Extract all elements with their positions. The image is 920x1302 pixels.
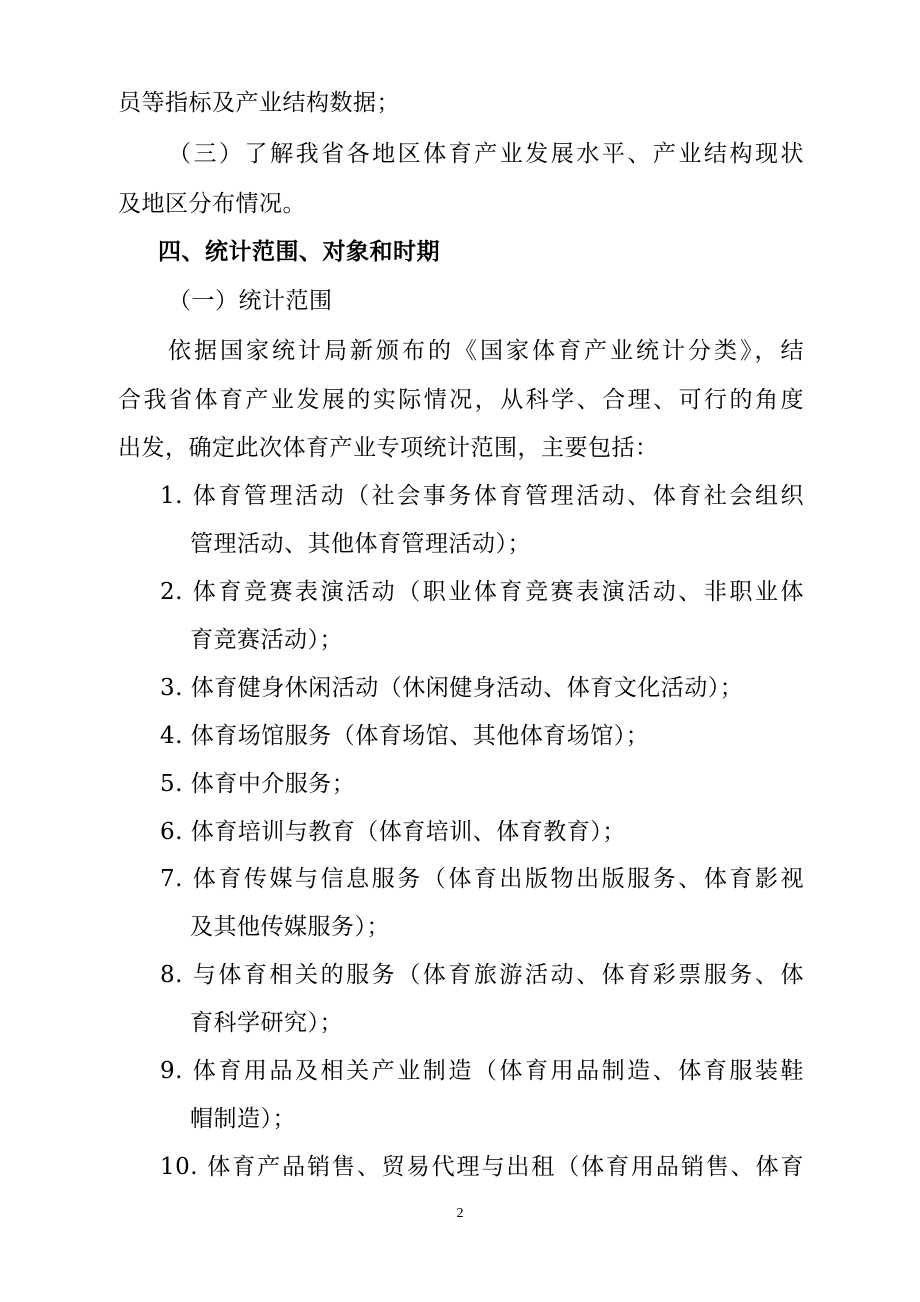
list-item: 5. 体育中介服务； xyxy=(160,771,356,797)
text-line: 及地区分布情况。 xyxy=(118,191,306,217)
list-item-continuation: 帽制造）； xyxy=(190,1106,296,1132)
list-item-continuation: 管理活动、其他体育管理活动）； xyxy=(190,531,531,557)
list-item: 10. 体育产品销售、贸易代理与出租（体育用品销售、体育 xyxy=(160,1154,804,1180)
list-item-continuation: 育科学研究）； xyxy=(190,1010,343,1036)
list-item: 1. 体育管理活动（社会事务体育管理活动、体育社会组织 xyxy=(160,483,804,509)
page-number: 2 xyxy=(456,1206,464,1221)
list-item: 9. 体育用品及相关产业制造（体育用品制造、体育服装鞋 xyxy=(160,1058,804,1084)
list-item: 8. 与体育相关的服务（体育旅游活动、体育彩票服务、体 xyxy=(160,962,804,988)
text-line: 合我省体育产业发展的实际情况，从科学、合理、可行的角度 xyxy=(118,387,804,413)
text-line: 出发，确定此次体育产业专项统计范围，主要包括： xyxy=(118,435,659,461)
text-line: （三）了解我省各地区体育产业发展水平、产业结构现状 xyxy=(168,141,804,167)
list-item-continuation: 及其他传媒服务）； xyxy=(190,914,390,940)
section-heading: 四、统计范围、对象和时期 xyxy=(158,239,440,265)
list-item-continuation: 育竞赛活动）； xyxy=(190,627,343,653)
list-item: 2. 体育竞赛表演活动（职业体育竞赛表演活动、非职业体 xyxy=(160,579,804,605)
subsection-heading: （一）统计范围 xyxy=(168,288,333,314)
text-line: 员等指标及产业结构数据； xyxy=(118,90,400,116)
list-item: 3. 体育健身休闲活动（休闲健身活动、体育文化活动）； xyxy=(160,675,744,701)
list-item: 7. 体育传媒与信息服务（体育出版物出版服务、体育影视 xyxy=(160,866,804,892)
list-item: 4. 体育场馆服务（体育场馆、其他体育场馆）； xyxy=(160,723,650,749)
list-item: 6. 体育培训与教育（体育培训、体育教育）； xyxy=(160,819,626,845)
text-line: 依据国家统计局新颁布的《国家体育产业统计分类》，结 xyxy=(168,338,804,364)
